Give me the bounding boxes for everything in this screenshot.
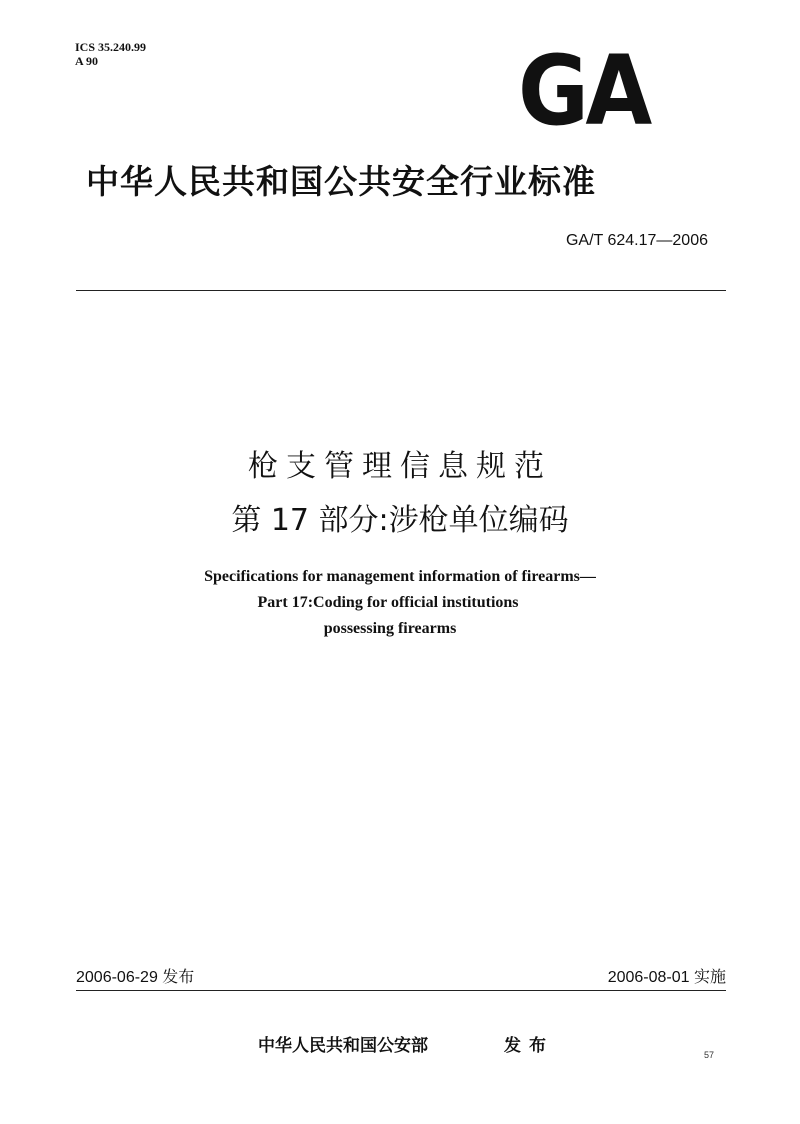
chinese-title-line2: 第 17 部分:涉枪单位编码	[231, 503, 569, 538]
ics-classification	[75, 40, 146, 68]
publish-label: 发布	[504, 1036, 554, 1056]
chinese-title	[0, 440, 800, 548]
implement-date: 2006-08-01 实施	[607, 969, 726, 986]
standard-number: GA/T 624.17—2006	[565, 232, 708, 249]
bottom-divider	[76, 990, 726, 991]
top-divider	[76, 290, 726, 291]
page-number: 57	[704, 1050, 715, 1060]
publisher-name: 中华人民共和国公安部	[258, 1036, 428, 1056]
english-title-line3: possessing firearms	[323, 620, 457, 637]
ga-logo: GA	[518, 35, 649, 147]
publish-date: 2006-06-29 发布	[76, 969, 195, 986]
english-title	[0, 564, 800, 642]
english-title-line1: Specifications for management information of firearms—	[204, 568, 596, 585]
ics-code: ICS 35.240.99	[75, 40, 147, 54]
english-title-line2: Part 17:Coding for official institutions	[257, 594, 519, 611]
ccs-code: A 90	[75, 54, 99, 68]
chinese-title-line1: 枪支管理信息规范	[248, 449, 552, 484]
industry-standard-title: 中华人民共和国公共安全行业标准	[86, 162, 596, 201]
